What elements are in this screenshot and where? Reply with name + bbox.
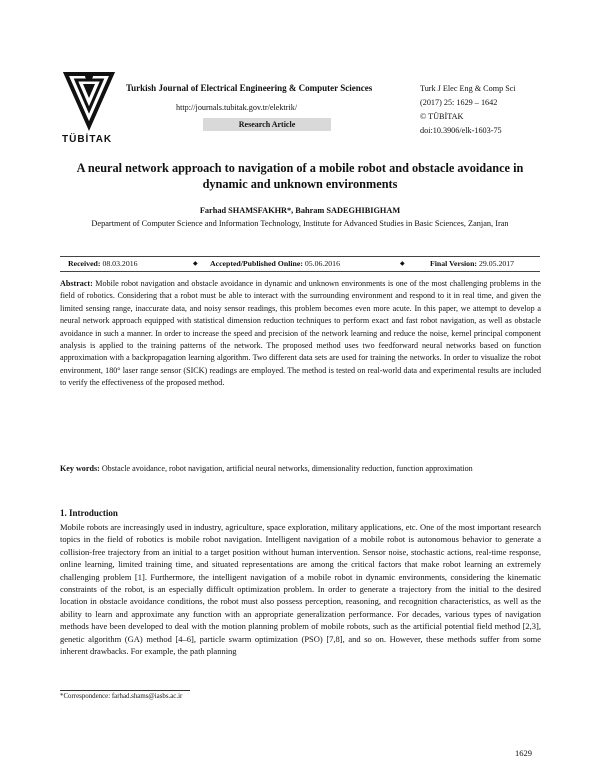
article-type-badge: Research Article	[203, 118, 331, 131]
received-label: Received:	[68, 259, 101, 268]
abstract-label: Abstract:	[60, 279, 93, 288]
accepted-label: Accepted/Published Online:	[210, 259, 303, 268]
received-date	[68, 259, 138, 268]
abstract-text: Mobile robot navigation and obstacle avoidance in dynamic and unknown environments is one of the most challenging problems in the field of robotics. Considering that a robot must be able to interact with the surrounding environment and respond to it in real time, and given the limited sensing range, inaccurate data, and noisy sensor readings, this problem becomes even more acute. In this paper, we attempt to develop a neural network approach equipped with statistical dimension reduction techniques to perform exact and fast robot navigation, as well as obstacle avoidance in such a manner. In order to increase the speed and precision of the network learning and reduce the noise, kernel principal component analysis is applied to the training patterns of the network. The proposed method uses two feedforward neural networks based on function approximation with a backpropagation learning algorithm. Two different data sets are used for training the networks. In order to visualize the robot environment, 180° laser range sensor (SICK) readings are employed. The method is tested on real-world data and experimental results are included to verify the effectiveness of the proposed method.	[60, 279, 541, 388]
abstract	[60, 278, 541, 390]
affiliation: Department of Computer Science and Information Technology, Institute for Advanced Studies in Basic Sciences, Zanjan, Iran	[91, 219, 509, 228]
tubitak-logo	[62, 68, 116, 132]
citation-volume: (2017) 25: 1629 – 1642	[420, 98, 498, 107]
final-date	[430, 259, 514, 268]
section-heading: 1. Introduction	[60, 508, 118, 518]
introduction-text: Mobile robots are increasingly used in industry, agriculture, space exploration, military applications, etc. One of the most important research topics in the field of robotics is mobile robot navigation. Intelligent navigation of a mobile robot is autonomous behavior to generate a collision-free trajectory from an initial to a target position without human intervention. Sensor noise, stochastic actions, real-time response, online learning, limited training time, and situated representations are among the critical factors that make robot learning an extremely challenging problem [1]. Furthermore, the intelligent navigation of a mobile robot in dynamic environments, considering the kinematic constraints of the robot, is an especially difficult optimization problem. In order to generate a trajectory from the initial to the desired location in obstacle avoidance conditions, the robot must also possess perception, reasoning, and recognition characteristics, as well as the ability to learn and approximate any function with an appropriate generalization performance. For decades, various types of navigation methods have been developed to deal with the motion planning problem of mobile robots, such as the artificial potential field method [2,3], genetic algorithm (GA) method [4–6], particle swarm optimization (PSO) [7,8], and so on. However, these methods suffer from some inherent drawbacks. For example, the path planning	[60, 522, 541, 657]
authors: Farhad SHAMSFAKHR*, Bahram SADEGHIBIGHAM	[199, 206, 401, 215]
final-label: Final Version:	[430, 259, 478, 268]
journal-name: Turkish Journal of Electrical Engineering & Computer Sciences	[126, 83, 373, 93]
footnote-rule	[60, 690, 190, 691]
journal-url[interactable]: http://journals.tubitak.gov.tr/elektrik/	[176, 103, 298, 112]
logo-wordmark: TÜBİTAK	[62, 134, 113, 145]
final-value: 29.05.2017	[478, 259, 515, 268]
separator-icon: ◆	[400, 261, 405, 267]
page-number: 1629	[515, 748, 532, 758]
paper-title: A neural network approach to navigation of a mobile robot and obstacle avoidance in dynamic and unknown environments	[76, 161, 524, 191]
separator-icon: ◆	[193, 261, 198, 267]
citation-journal: Turk J Elec Eng & Comp Sci	[420, 84, 516, 93]
correspondence-footnote: *Correspondence: farhad.shams@iasbs.ac.ir	[60, 693, 183, 700]
keywords-text: Obstacle avoidance, robot navigation, artificial neural networks, dimensionality reduction, function approximation	[101, 464, 473, 473]
received-value: 08.03.2016	[102, 259, 138, 268]
keywords	[60, 463, 541, 475]
citation-block	[420, 82, 516, 138]
citation-doi[interactable]: doi:10.3906/elk-1603-75	[420, 126, 502, 135]
dates-bar	[60, 256, 540, 272]
accepted-value: 05.06.2016	[304, 259, 340, 268]
keywords-label: Key words:	[60, 464, 100, 473]
citation-publisher: © TÜBİTAK	[420, 112, 464, 121]
accepted-date	[210, 259, 340, 268]
